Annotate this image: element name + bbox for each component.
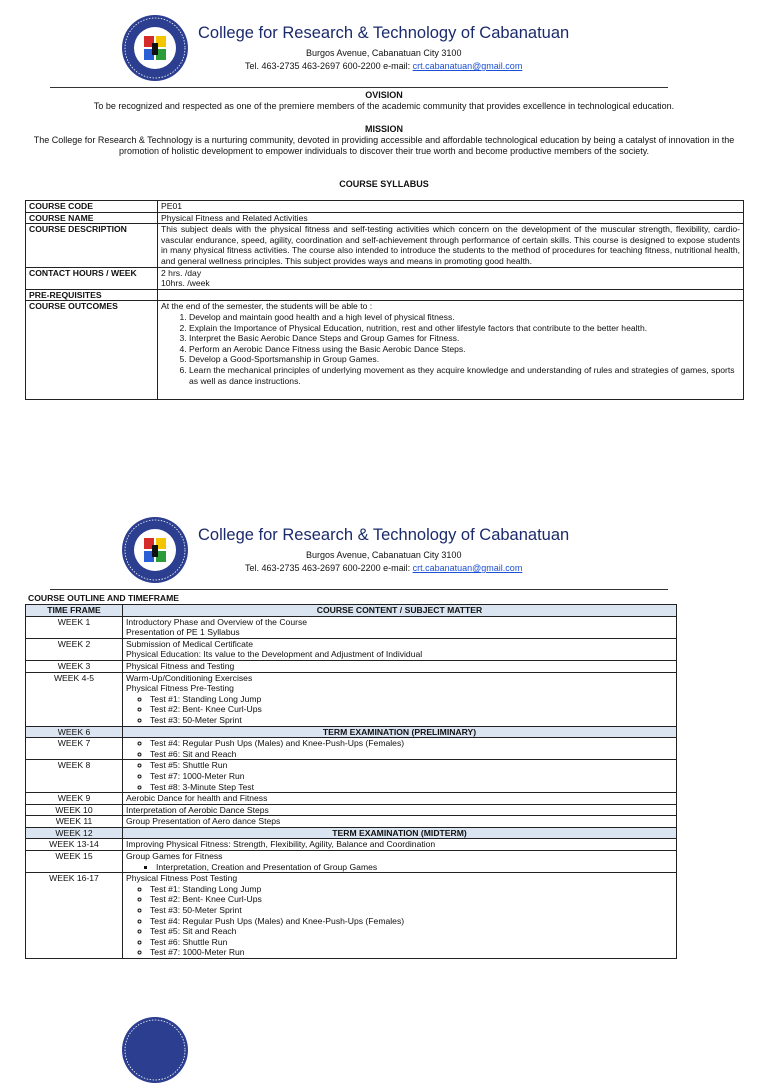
mission-title: MISSION xyxy=(364,124,403,134)
course-code-label: COURSE CODE xyxy=(26,201,158,213)
content-cell xyxy=(123,816,677,828)
content-line: Warm-Up/Conditioning Exercises xyxy=(126,672,253,683)
prerequisites-label: PRE-REQUISITES xyxy=(26,289,158,301)
content-line: Aerobic Dance for health and Fitness xyxy=(126,793,268,804)
bullet-list xyxy=(126,694,673,726)
table-row xyxy=(26,839,677,851)
content-line: Group Games for Fitness xyxy=(126,851,223,862)
content-cell xyxy=(123,760,677,793)
course-code-value: PE01 xyxy=(158,201,744,213)
content-line: Interpretation of Aerobic Dance Steps xyxy=(126,804,269,815)
content-line: Physical Fitness Pre-Testing xyxy=(126,683,234,694)
time-frame-cell: WEEK 16-17 xyxy=(26,873,123,959)
address-text: Burgos Avenue, Cabanatuan City 3100 xyxy=(306,48,462,58)
hours-per-week: 10hrs. /week xyxy=(161,278,210,289)
syllabus-title: COURSE SYLLABUS xyxy=(339,179,429,189)
list-item: ◦ Test #4: Regular Push Ups (Males) and Knee-Push-Ups (Females) xyxy=(150,738,673,749)
content-cell xyxy=(123,839,677,851)
table-row xyxy=(26,616,677,638)
content-cell xyxy=(123,660,677,672)
time-frame-cell: WEEK 6 xyxy=(26,726,123,738)
bullet-list xyxy=(126,760,673,792)
content-line: Presentation of PE 1 Syllabus xyxy=(126,627,240,638)
content-line: Physical Fitness Post Testing xyxy=(126,873,238,884)
hours-per-day: 2 hrs. /day xyxy=(161,267,202,278)
list-item: ◦ Test #5: Sit and Reach xyxy=(150,926,673,937)
contact-phones: Tel. 463-2735 463-2697 600-2200 e-mail: xyxy=(245,61,413,71)
email-link[interactable]: crt.cabanatuan@gmail.com xyxy=(412,563,523,573)
table-row xyxy=(26,873,677,959)
outcomes-intro: At the end of the semester, the students will be able to : xyxy=(161,301,373,312)
content-line: Introductory Phase and Overview of the Course xyxy=(126,616,308,627)
vision-text: To be recognized and respected as one of the premiere members of the academic community that provides excellence in technological education. xyxy=(93,101,675,111)
prerequisites-value xyxy=(158,289,744,301)
outline-title: COURSE OUTLINE AND TIMEFRAME xyxy=(28,593,180,603)
table-row xyxy=(26,738,677,760)
list-item: ◦ Test #2: Bent- Knee Curl-Ups xyxy=(150,894,673,905)
content-cell: TERM EXAMINATION (PRELIMINARY) xyxy=(123,726,677,738)
list-item: ◦ Test #3: 50-Meter Sprint xyxy=(150,905,673,916)
college-name: College for Research & Technology of Cabanatuan xyxy=(198,24,570,42)
time-frame-cell: WEEK 7 xyxy=(26,738,123,760)
time-frame-cell: WEEK 11 xyxy=(26,816,123,828)
time-frame-cell: WEEK 2 xyxy=(26,638,123,660)
content-cell: TERM EXAMINATION (MIDTERM) xyxy=(123,827,677,839)
list-item: ◦ Test #1: Standing Long Jump xyxy=(150,694,673,705)
page-header xyxy=(0,14,768,94)
list-item: ◦ Test #7: 1000-Meter Run xyxy=(150,771,673,782)
table-row xyxy=(26,672,677,726)
contact-hours-label: CONTACT HOURS / WEEK xyxy=(26,267,158,289)
list-item: 5. Develop a Good-Sportsmanship in Group Games. xyxy=(189,354,740,365)
time-frame-cell: WEEK 10 xyxy=(26,804,123,816)
exam-row xyxy=(26,726,677,738)
course-name-value: Physical Fitness and Related Activities xyxy=(158,212,744,224)
contact-info xyxy=(245,563,522,573)
table-row xyxy=(26,793,677,805)
content-cell xyxy=(123,804,677,816)
time-frame-cell: WEEK 4-5 xyxy=(26,672,123,726)
list-item: 1. Develop and maintain good health and a high level of physical fitness. xyxy=(189,312,740,323)
table-row xyxy=(26,301,744,400)
exam-row xyxy=(26,827,677,839)
course-description-label: COURSE DESCRIPTION xyxy=(26,224,158,267)
header-divider xyxy=(50,589,668,590)
bullet-list xyxy=(126,738,673,759)
header-divider xyxy=(50,87,668,88)
college-seal-logo xyxy=(121,516,189,584)
list-item: ◦ Test #7: 1000-Meter Run xyxy=(150,947,673,958)
table-row xyxy=(26,660,677,672)
list-item: 6. Learn the mechanical principles of underlying movement as they acquire knowledge and understanding of rules and strategies of games, sports as well as dance instructions. xyxy=(189,365,740,386)
content-line: Improving Physical Fitness: Strength, Flexibility, Agility, Balance and Coordination xyxy=(126,839,436,850)
college-seal-logo xyxy=(121,14,189,82)
table-row xyxy=(26,224,744,267)
list-item: ◦ Test #6: Sit and Reach xyxy=(150,749,673,760)
time-frame-cell: WEEK 1 xyxy=(26,616,123,638)
list-item: ◦ Test #4: Regular Push Ups (Males) and Knee-Push-Ups (Females) xyxy=(150,916,673,927)
list-item: 3. Interpret the Basic Aerobic Dance Steps and Group Games for Fitness. xyxy=(189,333,740,344)
list-item: ▪ Interpretation, Creation and Presentation of Group Games xyxy=(156,862,673,873)
content-cell xyxy=(123,851,677,873)
content-cell xyxy=(123,738,677,760)
outline-table xyxy=(25,604,677,959)
contact-hours-value xyxy=(158,267,744,289)
college-address xyxy=(306,48,461,58)
content-line: Submission of Medical Certificate xyxy=(126,638,254,649)
content-cell xyxy=(123,616,677,638)
table-row xyxy=(26,804,677,816)
course-outcomes-value xyxy=(158,301,744,400)
college-name: College for Research & Technology of Cabanatuan xyxy=(198,526,570,544)
page-header xyxy=(0,516,768,596)
content-cell xyxy=(123,638,677,660)
table-row xyxy=(26,638,677,660)
outcomes-list xyxy=(161,312,740,386)
time-frame-cell: WEEK 3 xyxy=(26,660,123,672)
table-row xyxy=(26,201,744,213)
mission-text: The College for Research & Technology is a nurturing community, devoted in providing accessible and affordable technological education by being a catalyst of innovation in the promotion of holistic development to empower individuals to discover their true worth and become productive members of the society. xyxy=(33,135,735,156)
content-cell xyxy=(123,873,677,959)
content-cell xyxy=(123,672,677,726)
content-line: Physical Fitness and Testing xyxy=(126,660,235,671)
course-description-value: This subject deals with the physical fitness and self-testing activities which concern on the development of the muscular strength, flexibility, cardio-vascular endurance, speed, agility, coordination and self-achievement through performance of certain skills. This course is designed to expose students in many physical fitness activities. The course also intended to introduce the students to the method of procedures for teaching fitness, nutritional health, and general wellness principles. This subject provides ways and means in promoting good health. xyxy=(158,224,744,267)
time-frame-cell: WEEK 9 xyxy=(26,793,123,805)
college-address xyxy=(306,550,461,560)
list-item: 2. Explain the Importance of Physical Education, nutrition, rest and other lifestyle factors that contribute to the better health. xyxy=(189,323,740,334)
list-item: ◦ Test #2: Bent- Knee Curl-Ups xyxy=(150,704,673,715)
list-item: ◦ Test #6: Shuttle Run xyxy=(150,937,673,948)
list-item: 4. Perform an Aerobic Dance Fitness using the Basic Aerobic Dance Steps. xyxy=(189,344,740,355)
email-link[interactable]: crt.cabanatuan@gmail.com xyxy=(412,61,523,71)
syllabus-table xyxy=(25,200,744,400)
content-line: Physical Education: Its value to the Development and Adjustment of Individual xyxy=(126,649,423,660)
list-item: ◦ Test #8: 3-Minute Step Test xyxy=(150,782,673,793)
list-item: ◦ Test #1: Standing Long Jump xyxy=(150,884,673,895)
contact-phones: Tel. 463-2735 463-2697 600-2200 e-mail: xyxy=(245,563,413,573)
table-row xyxy=(26,289,744,301)
bullet-list xyxy=(126,862,673,873)
time-frame-cell: WEEK 8 xyxy=(26,760,123,793)
table-header-row xyxy=(26,605,677,617)
bullet-list xyxy=(126,884,673,958)
vision-title: OVISION xyxy=(365,90,403,100)
table-row xyxy=(26,760,677,793)
col-header-time: TIME FRAME xyxy=(26,605,123,617)
table-row xyxy=(26,851,677,873)
time-frame-cell: WEEK 13-14 xyxy=(26,839,123,851)
content-cell xyxy=(123,793,677,805)
list-item: ◦ Test #3: 50-Meter Sprint xyxy=(150,715,673,726)
col-header-content: COURSE CONTENT / SUBJECT MATTER xyxy=(123,605,677,617)
list-item: ◦ Test #5: Shuttle Run xyxy=(150,760,673,771)
contact-info xyxy=(245,61,522,71)
address-text: Burgos Avenue, Cabanatuan City 3100 xyxy=(306,550,462,560)
table-row xyxy=(26,212,744,224)
course-name-label: COURSE NAME xyxy=(26,212,158,224)
course-outcomes-label: COURSE OUTCOMES xyxy=(26,301,158,400)
college-seal-logo xyxy=(121,1016,189,1084)
time-frame-cell: WEEK 12 xyxy=(26,827,123,839)
table-row xyxy=(26,816,677,828)
content-line: Group Presentation of Aero dance Steps xyxy=(126,816,281,827)
time-frame-cell: WEEK 15 xyxy=(26,851,123,873)
table-row xyxy=(26,267,744,289)
